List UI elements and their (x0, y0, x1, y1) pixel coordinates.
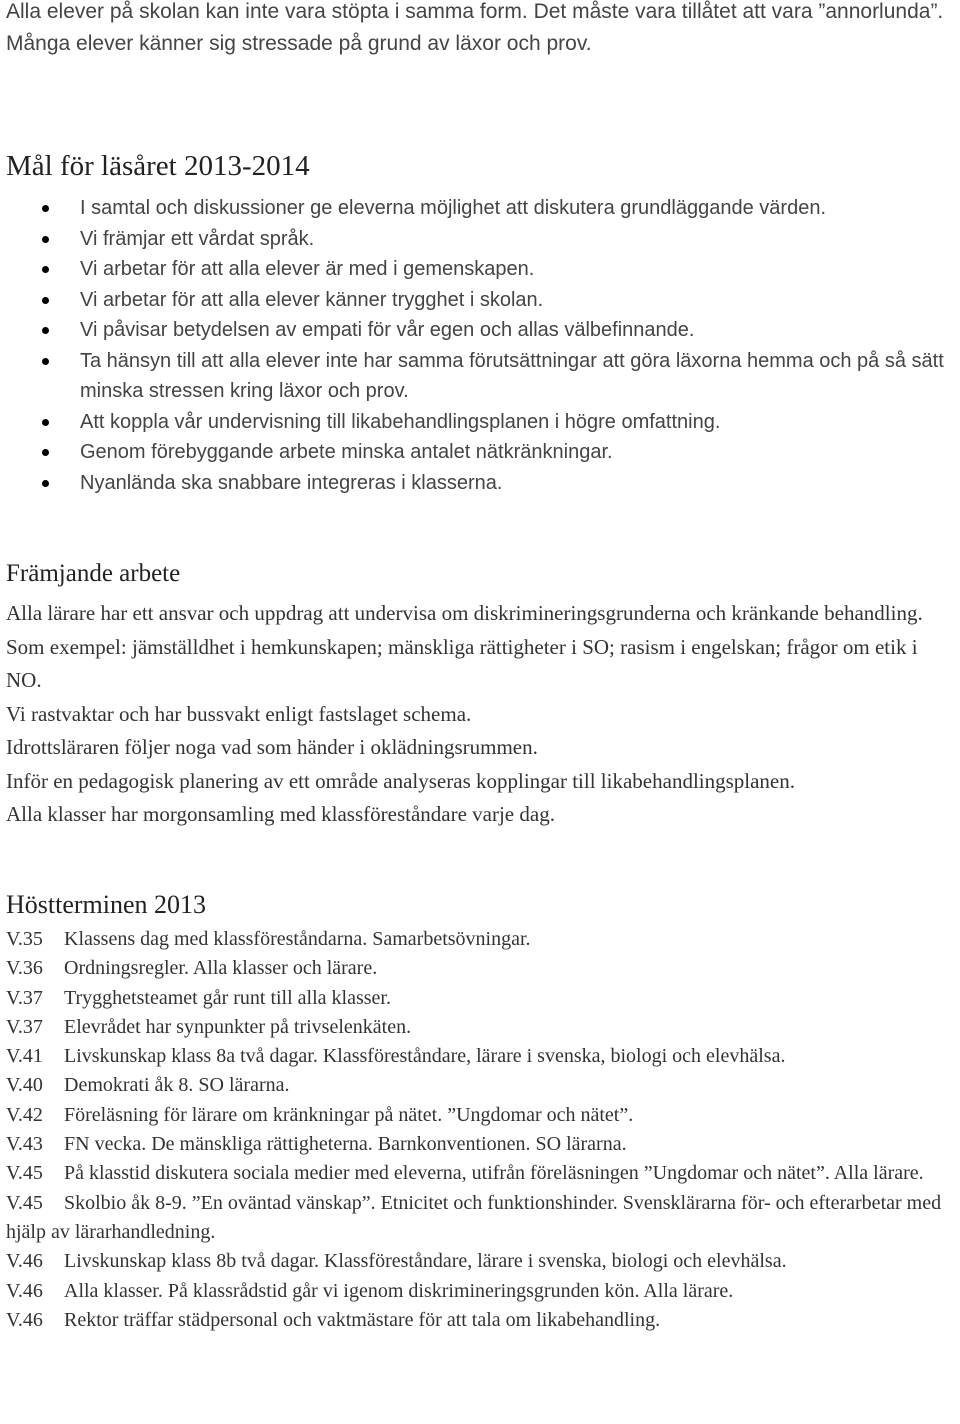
goal-text: Vi främjar ett vårdat språk. (80, 227, 315, 250)
schedule-text: Demokrati åk 8. SO lärarna. (64, 1074, 290, 1097)
goal-item (0, 407, 950, 438)
promotion-text (6, 597, 956, 832)
goal-item (0, 346, 950, 407)
week-label: V.43 (6, 1133, 43, 1156)
intro-paragraph: Alla elever på skolan kan inte vara stöpta i samma form. Det måste vara tillåtet att vara ”annorlunda”. (6, 0, 944, 23)
week-label: V.46 (6, 1308, 43, 1331)
goal-item (0, 315, 950, 346)
schedule-text: Alla klasser. På klassrådstid går vi igenom diskrimineringsgrunden kön. Alla lärare. (64, 1279, 734, 1302)
schedule-item (6, 1071, 956, 1100)
schedule-text: Rektor träffar städpersonal och vaktmästare för att tala om likabehandling. (64, 1308, 661, 1331)
schedule-item (6, 1042, 956, 1071)
schedule-text: Skolbio åk 8-9. ”En oväntad vänskap”. Etnicitet och funktionshinder. Svensklärarna för- och efterarbetar med hjälp av lärarhandledning. (6, 1191, 942, 1243)
week-label: V.45 (6, 1191, 43, 1214)
week-label: V.42 (6, 1103, 43, 1126)
schedule-item (6, 925, 956, 954)
schedule-text: Livskunskap klass 8a två dagar. Klassföreståndare, lärare i svenska, biologi och elevhälsa. (64, 1045, 786, 1068)
promotion-paragraph: Alla klasser har morgonsamling med klassföreståndare varje dag. (6, 802, 555, 826)
schedule-text: Klassens dag med klassföreståndarna. Samarbetsövningar. (64, 928, 531, 950)
promotion-paragraph: Inför en pedagogisk planering av ett område analyseras kopplingar till likabehandlingsplanen. (6, 768, 796, 793)
schedule-item (6, 1159, 956, 1188)
term-schedule (6, 925, 956, 1335)
goal-item (0, 468, 950, 499)
week-label: V.46 (6, 1279, 43, 1302)
goal-text: Att koppla vår undervisning till likabehandlingsplanen i högre omfattning. (80, 410, 721, 433)
bullet-icon (42, 266, 49, 273)
schedule-item (6, 1189, 956, 1248)
schedule-item (6, 1013, 956, 1042)
goal-text: Vi arbetar för att alla elever är med i gemenskapen. (80, 258, 535, 280)
bullet-icon (42, 449, 49, 456)
week-label: V.40 (6, 1074, 43, 1097)
schedule-item (6, 1130, 956, 1159)
bullet-icon (42, 480, 49, 487)
week-label: V.46 (6, 1250, 43, 1273)
goals-heading: Mål för läsåret 2013-2014 (6, 150, 310, 182)
promotion-paragraph: Alla lärare har ett ansvar och uppdrag att undervisa om diskrimineringsgrunderna och kränkande behandling. Som exempel: jämställdhet i hemkunskapen; mänskliga rättigheter i SO; rasism i engelskan; frågor om etik i NO. (6, 601, 923, 692)
intro-text (6, 0, 946, 60)
schedule-item (6, 1306, 956, 1335)
goal-text: Vi påvisar betydelsen av empati för vår egen och allas välbefinnande. (80, 319, 695, 341)
bullet-icon (42, 205, 49, 212)
schedule-item (6, 1101, 956, 1130)
goal-item (0, 224, 950, 255)
schedule-text: Ordningsregler. Alla klasser och lärare. (64, 957, 378, 980)
goal-text: Vi arbetar för att alla elever känner trygghet i skolan. (80, 288, 544, 311)
goal-item (0, 437, 950, 468)
schedule-item (6, 954, 956, 983)
bullet-icon (42, 419, 49, 426)
week-label: V.37 (6, 986, 43, 1009)
week-label: V.36 (6, 957, 43, 980)
schedule-item (6, 1277, 956, 1306)
week-label: V.35 (6, 928, 43, 950)
intro-paragraph: Många elever känner sig stressade på grund av läxor och prov. (6, 32, 592, 55)
goal-item (0, 193, 950, 224)
schedule-text: På klasstid diskutera sociala medier med eleverna, utifrån föreläsningen ”Ungdomar och nätet”. Alla lärare. (64, 1162, 924, 1185)
promotion-paragraph: Idrottsläraren följer noga vad som händer i oklädningsrummen. (6, 735, 538, 759)
schedule-item (6, 1247, 956, 1276)
bullet-icon (42, 236, 49, 243)
schedule-text: FN vecka. De mänskliga rättigheterna. Barnkonventionen. SO lärarna. (64, 1133, 627, 1156)
goal-text: I samtal och diskussioner ge eleverna möjlighet att diskutera grundläggande värden. (80, 197, 826, 219)
week-label: V.37 (6, 1015, 43, 1038)
promotion-heading: Främjande arbete (6, 560, 181, 587)
goals-list (0, 193, 950, 498)
goal-item (0, 254, 950, 285)
bullet-icon (42, 358, 49, 365)
goal-item (0, 285, 950, 316)
week-label: V.41 (6, 1045, 43, 1068)
schedule-text: Föreläsning för lärare om kränkningar på nätet. ”Ungdomar och nätet”. (64, 1103, 634, 1126)
bullet-icon (42, 297, 49, 304)
week-label: V.45 (6, 1162, 43, 1185)
schedule-item (6, 984, 956, 1013)
goal-text: Genom förebyggande arbete minska antalet nätkränkningar. (80, 441, 613, 463)
schedule-text: Trygghetsteamet går runt till alla klasser. (64, 986, 391, 1009)
schedule-text: Elevrådet har synpunkter på trivselenkäten. (64, 1015, 412, 1038)
goal-text: Nyanlända ska snabbare integreras i klasserna. (80, 471, 503, 494)
goal-text: Ta hänsyn till att alla elever inte har samma förutsättningar att göra läxorna hemma och på så sätt minska stressen kring läxor och prov. (80, 349, 944, 402)
bullet-icon (42, 327, 49, 334)
schedule-text: Livskunskap klass 8b två dagar. Klassföreståndare, lärare i svenska, biologi och elevhälsa. (64, 1250, 787, 1273)
promotion-paragraph: Vi rastvaktar och har bussvakt enligt fastslaget schema. (6, 701, 472, 726)
term-heading: Höstterminen 2013 (6, 890, 207, 919)
